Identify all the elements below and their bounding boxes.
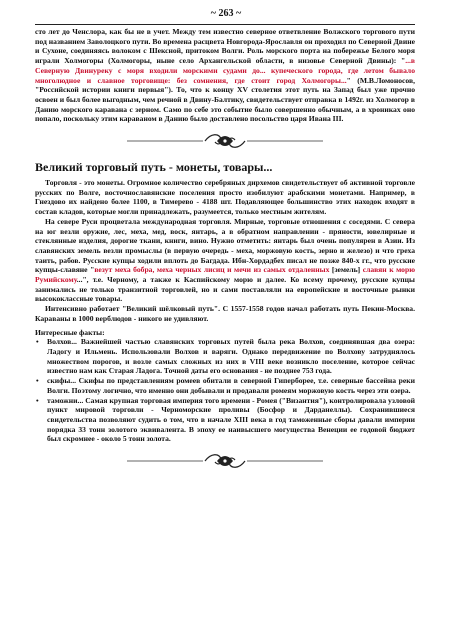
ornament-divider-top [35, 128, 415, 154]
intro-text-2: " (М.В.Ломоносов, "Российской истории книги первыя"). То, что к концу XV столетия этот путь на Запад был уже прочно освоен и был более выгодным, чем речной в Двину-Балтику, свидетельствует отправка в 1492г. из Холмогор в Данию морского каравана с зерном. Само по себе это событие было совершенно обычным, а в хрониках оно попало, поскольку этим караваном в Данию было доставлено посольство царя Ивана III. [35, 75, 415, 124]
lomonosov-quote: ...в Северную Двинуреку с моря входили морскими судами до... купеческого города, где летом бывало многолюдное и славное торговище: без сомнения, где стоит город Холмогоры... [35, 56, 415, 85]
intro-text-1: сто лет до Ченслора, как бы не в учет. Между тем известно северное ответвление Волжского торгового пути под названием Заволоцкого пути. Во времена расцвета Новгорода-Ярославля он проходил по Северной Двине и Сухоне, соединяясь волоком с Шексной, притоком Волги. Роль морского порта на побережье Белого моря играли Холмогоры (Холмогоры, ныне село Архангельской области, в низовье Северной Двины): " [35, 27, 415, 66]
ornament-icon [125, 451, 325, 471]
intro-paragraph [35, 27, 415, 124]
trade-quote-2: славян к морю Румийскому [35, 265, 416, 285]
trade-text-2: ...", т.е. Черному, а также к Каспийскому морю и далее. Ко всему прочему, русские купцы занимались не только транзитной торговлей, но и сами поставляли на европейские и восточные рынки высококлассные товары. [35, 275, 415, 304]
bullet-icon: • [36, 376, 39, 386]
fact-text: скифы... Скифы по представлениям ромеев обитали в северной Гиперборее, т.е. северные бассейна реки Волги. Поэтому логично, что именно они добывали и продавали ромеям моржовую кость через эти озера. [47, 376, 415, 395]
paragraph-coins: Торговля - это монеты. Огромное количество серебряных дирхемов свидетельствует об активной торговле русских по Волге, восточнославянские поселения просто изобилуют арабскими монетами. Например, в Гнездово их найдено более 1100, в Тимерево - 4188 шт. Подавляющее большинство этих находок входят в состав кладов, которые могли принадлежать, разумеется, только местным жителям. [35, 178, 415, 217]
fact-item [36, 395, 415, 445]
trade-quote-1: везут меха бобра, меха черных лисиц и мечи из самых отдаленных [94, 265, 330, 275]
ornament-icon [125, 131, 325, 151]
ornament-divider-bottom [35, 448, 415, 474]
fact-item [36, 376, 415, 395]
fact-text: Волхов... Важнейшей частью славянских торговых путей была река Волхов, соединявшая два озера: Ладогу и Ильмень. Использовали Волхов и варяги. Однако передвижение по Волхову затруднялось множеством порогов, и возле самых сложных из них в VIII веке возникло поселение, которое сейчас известно нам как Старая Ладога. Точной даты его основания - не позднее 753 года. [47, 337, 415, 376]
facts-list [35, 337, 415, 444]
paragraph-silk-road: Интенсивно работает "Великий шёлковый путь". С 1557-1558 годов начал работать путь Пекин-Москва. Караваны в 1000 верблюдов - никого не удивляют. [35, 304, 415, 323]
fact-item [36, 337, 415, 376]
bullet-icon: • [36, 337, 39, 347]
section-heading: Великий торговый путь - монеты, товары... [35, 160, 273, 175]
page-content [35, 27, 415, 480]
trade-text-1: На севере Руси процветала международная торговля. Мирные, торговые отношения с соседями. С севера на юг везли оружие, лес, меха, мед, воск, янтарь, а в обратном направлении - пряности, ювелирные и стеклянные изделия, дорогие ткани, книги, вино. Нужно отметить: янтарь был очень популярен в Азии. Из славянских земель везли промыслы (в первую очередь - меха, моржовую кость, зерно и железо) и что греха таить, рабов. Русские купцы ходили вплоть до Багдада. Ибн-Хордадбех писал не позже 840-х гг., что русские купцы-славяне " [35, 216, 415, 275]
fact-text: таможни... Самая крупная торговая империя того времени - Ромея ("Византия"), контролировала узловой пункт мировой торговли - Черноморские проливы (Босфор и Дарданеллы). Сохранившиеся свидетельства позволяют судить о том, что в начале XIII века в год таможенные сборы давали империи порядка 33 тонн золотого эквивалента. В эпоху ее наивысшего могущества Венеции ее годовой бюджет был скромнее - около 5 тонн золота. [47, 395, 415, 444]
facts-title: Интересные факты: [35, 327, 105, 337]
header-rule [35, 24, 415, 25]
paragraph-trade [35, 217, 415, 304]
bullet-icon: • [36, 395, 39, 405]
trade-text-mid: [земель] [329, 265, 363, 275]
page-number: ~ 263 ~ [210, 8, 242, 19]
